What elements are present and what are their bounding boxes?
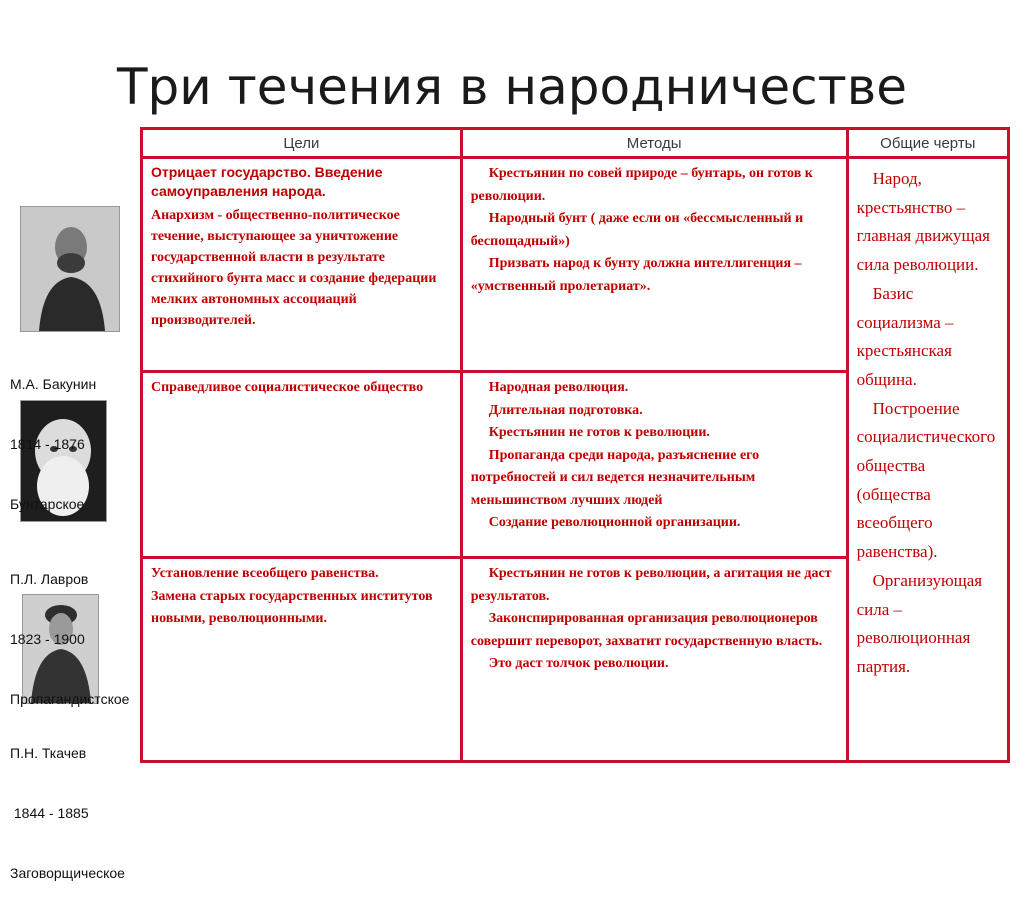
common-item: Организующая сила – революционная партия. [856,570,983,676]
person-trend: Пропагандистское [10,691,130,707]
portrait-bakunin [20,206,120,332]
header-common: Общие черты [849,130,1007,156]
person-trend: Бунтарское [10,496,85,512]
goals-cell-tkachev [143,559,460,760]
method-item: Народный бунт ( даже если он «бессмысленный и беспощадный») [470,211,804,249]
goals-cell-lavrov [143,373,460,556]
person-name: М.А. Бакунин [10,376,97,392]
trends-table [140,127,1010,763]
method-item: Крестьянин по совей природе – бунтарь, он готов к революции. [470,166,813,204]
method-item: Это даст толчок революции. [488,656,669,671]
goal-line: Замена старых государственных институтов новыми, революционными. [151,588,433,626]
methods-cell-tkachev [463,559,846,760]
common-features-cell [849,159,1007,760]
person-name: П.Н. Ткачев [10,745,87,761]
method-item: Крестьянин не готов к революции, а агитация не даст результатов. [470,566,832,604]
method-item: Призвать народ к бунту должна интеллигенция – «умственный пролетариат». [470,256,802,294]
goal-line: Установление всеобщего равенства. [151,566,379,581]
page-title: Три течения в народничестве [117,58,907,116]
person-name: П.Л. Лавров [10,571,89,587]
goal-description: Справедливое социалистическое общество [151,380,424,395]
person-years: 1823 - 1900 [10,631,85,647]
header-row [143,130,1007,156]
method-item: Пропаганда среди народа, разъяснение его потребностей и сил ведется незначительным меньшинством лучших людей [470,447,760,508]
common-item: Народ, крестьянство – главная движущая сила революции. [856,169,990,275]
method-item: Крестьянин не готов к революции. [488,425,710,440]
goal-summary: Отрицает государство. Введение самоуправления народа. [151,164,383,199]
method-item: Создание революционной организации. [488,515,741,530]
method-item: Народная революция. [488,380,629,395]
methods-cell-lavrov [463,373,846,556]
goal-description: Анархизм - общественно-политическое течение, выступающее за уничтожение государственной власти в результате стихийного бунта масс и создание федерации мелких автономных ассоциаций производителей. [151,208,437,328]
caption-tkachev [10,703,125,903]
caption-lavrov [10,529,129,729]
common-item: Построение социалистического общества (общества всеобщего равенства). [856,398,996,562]
header-goals: Цели [143,130,460,156]
bakunin-photo-icon [21,207,119,331]
goals-cell-bakunin [143,159,460,370]
common-item: Базис социализма – крестьянская община. [856,283,954,389]
header-methods: Методы [463,130,846,156]
person-trend: Заговорщическое [10,865,125,881]
person-years: 1814 - 1876 [10,436,85,452]
person-years: 1844 - 1885 [10,805,89,821]
methods-cell-bakunin [463,159,846,370]
row-bakunin [143,159,1007,370]
method-item: Длительная подготовка. [488,402,643,418]
caption-bakunin [10,334,96,534]
method-item: Законспирированная организация революционеров совершит переворот, захватит государственную власть. [470,611,823,649]
